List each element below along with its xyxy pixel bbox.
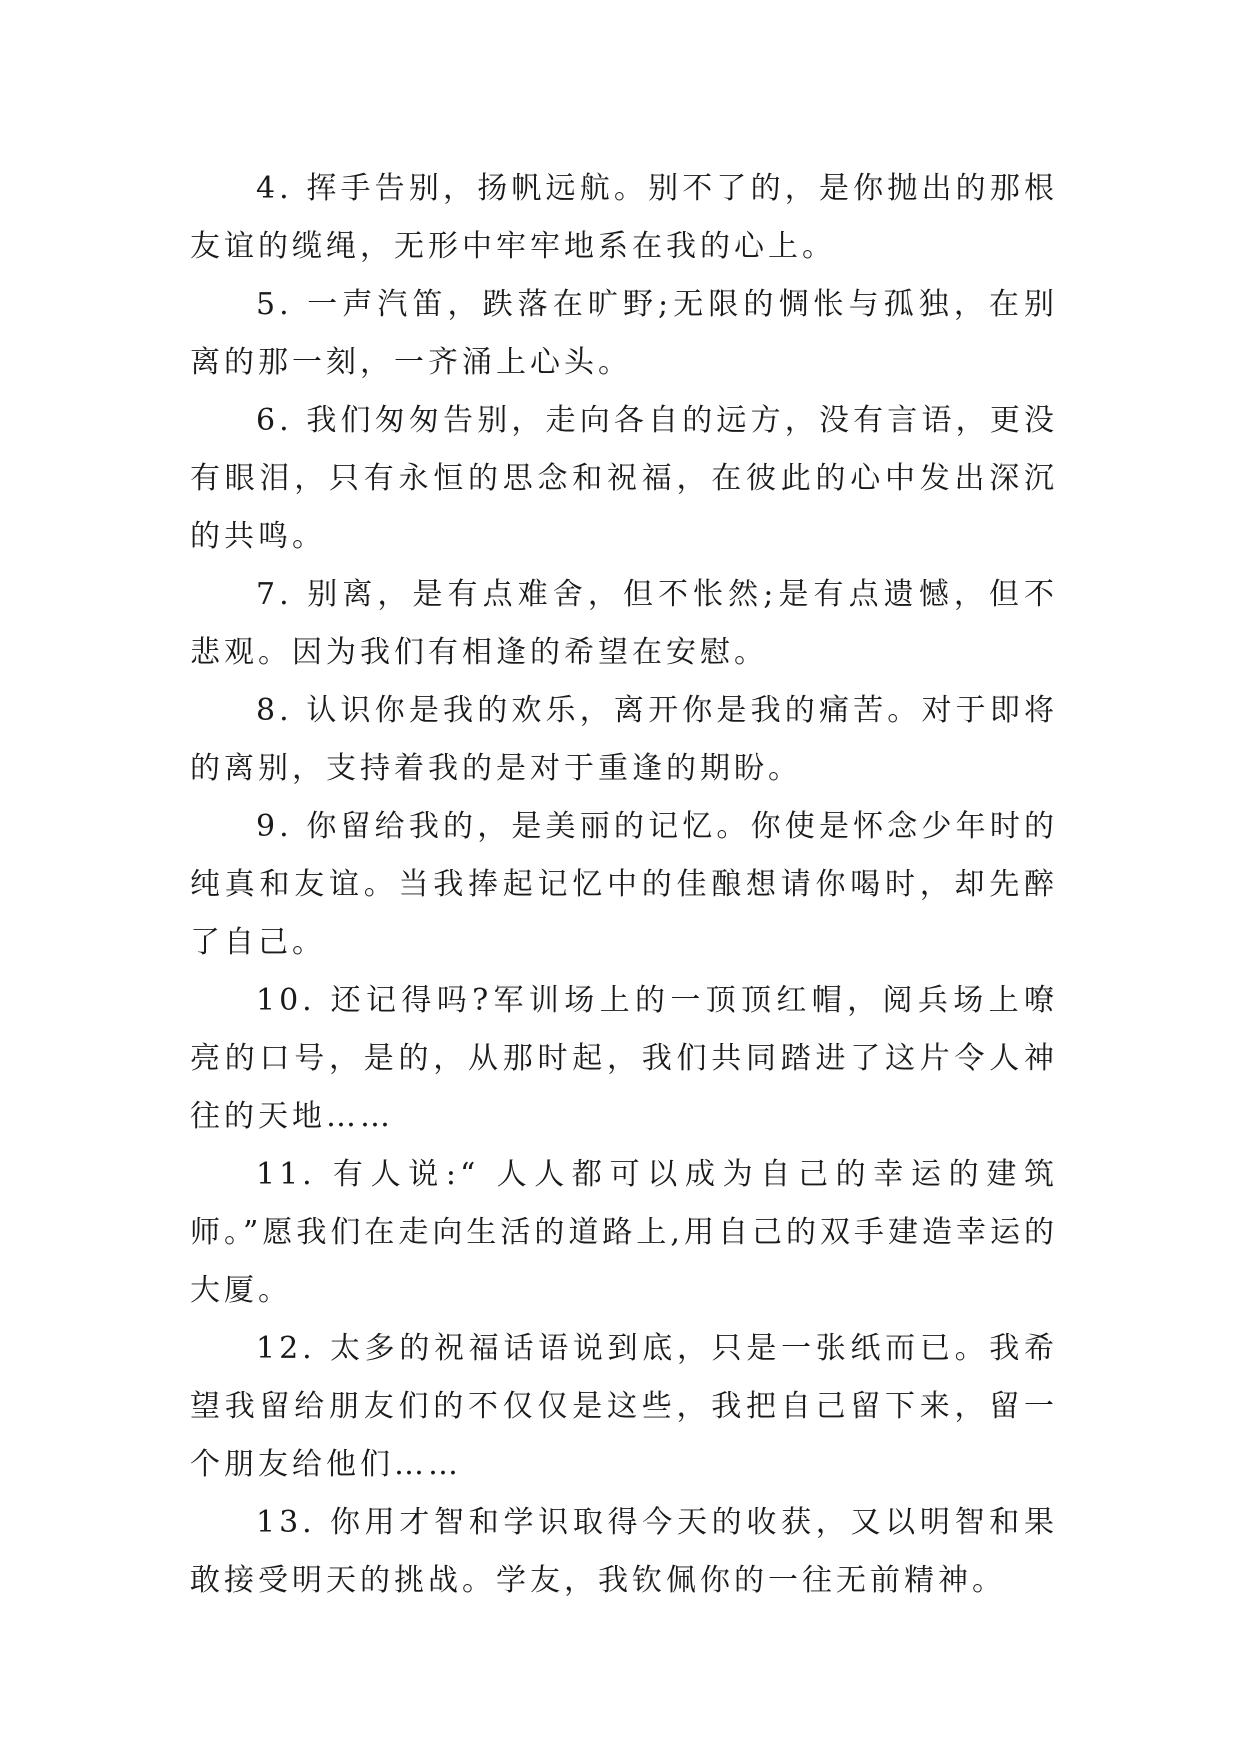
document-body — [190, 160, 1058, 1610]
paragraph-4: 4. 挥手告别，扬帆远航。别不了的，是你抛出的那根友谊的缆绳，无形中牢牢地系在我的心上。 — [190, 171, 1058, 264]
paragraph-10: 10. 还记得吗?军训场上的一顶顶红帽，阅兵场上嘹亮的口号，是的，从那时起，我们共同踏进了这片令人神往的天地…… — [190, 983, 1058, 1134]
paragraph-8: 8. 认识你是我的欢乐，离开你是我的痛苦。对于即将的离别，支持着我的是对于重逢的期盼。 — [190, 693, 1058, 786]
paragraph-9: 9. 你留给我的，是美丽的记忆。你使是怀念少年时的纯真和友谊。当我捧起记忆中的佳酿想请你喝时，却先醉了自己。 — [190, 809, 1058, 960]
paragraph-6: 6. 我们匆匆告别，走向各自的远方，没有言语，更没有眼泪，只有永恒的思念和祝福，在彼此的心中发出深沉的共鸣。 — [190, 403, 1058, 554]
paragraph-12: 12. 太多的祝福话语说到底，只是一张纸而已。我希望我留给朋友们的不仅仅是这些，我把自己留下来，留一个朋友给他们…… — [190, 1331, 1058, 1482]
paragraph-7: 7. 别离，是有点难舍，但不怅然;是有点遗憾，但不悲观。因为我们有相逢的希望在安慰。 — [190, 577, 1058, 670]
paragraph-13: 13. 你用才智和学识取得今天的收获，又以明智和果敢接受明天的挑战。学友，我钦佩你的一往无前精神。 — [190, 1505, 1058, 1598]
paragraph-11: 11. 有人说:“ 人人都可以成为自己的幸运的建筑师。”愿我们在走向生活的道路上,用自己的双手建造幸运的大厦。 — [190, 1157, 1058, 1308]
paragraph-5: 5. 一声汽笛，跌落在旷野;无限的惆怅与孤独，在别离的那一刻，一齐涌上心头。 — [190, 287, 1058, 380]
